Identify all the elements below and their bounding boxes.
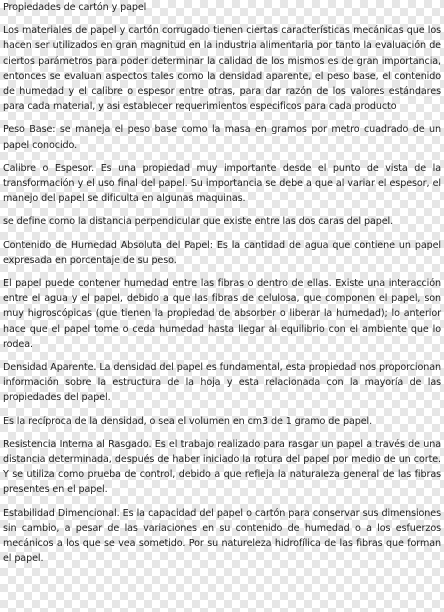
paragraph-reciproca-densidad: Es la recíproca de la densidad, o sea el volumen en cm3 de 1 gramo de papel. [3, 415, 373, 427]
paragraph-estabilidad-dimencional: Estabilidad Dimencional. Es la capacidad del papel o cartón para conservar sus dimensiones sin cambio, a pesar de las variaciones en su contenido de humedad o a los esfuerzos mecánicos a los que se vea sometido. Por su natureleza hidrofílica de las fibras que forman el papel. [3, 507, 441, 565]
paragraph-peso-base: Peso Base: se maneja el peso base como la masa en gramos por metro cuadrado de un papel conocido. [3, 124, 441, 151]
paragraph-calibre-espesor: Calibre o Espesor. Es una propiedad muy importante desde el punto de vista de la transformación y el uso final del papel. Su importancia se debe a que al variar el espesor, el manejo del papel se dificulta en algunas maquinas. [3, 162, 441, 205]
paragraph-densidad-aparente: Densidad Aparente. La densidad del papel es fundamental, esta propiedad nos proporcionan información sobre la estructura de la hoja y esta relacionada con la mayoría de las propiedades del papel. [3, 362, 441, 404]
paragraph-humedad-fibras: El papel puede contener humedad entre las fibras o dentro de ellas. Existe una interacción entre el agua y el papel, debido a que las fibras de celulosa, que componen el papel, son muy higroscópicas (que tienen la propiedad de absorber o liberar la humedad); lo anterior hace que el papel tome o ceda humedad hasta llegar al equilibrio con el ambiente que lo rodea. [3, 278, 441, 350]
document-title: Propiedades de cartón y papel [3, 2, 147, 13]
paragraph-resistencia-rasgado: Resistencia Interna al Rasgado. Es el trabajo realizado para rasgar un papel a través de una distancia determinada, después de haber iniciado la rotura del papel por medio de un corte. Y se utiliza como prueba de control, debido a que refleja la naturaleza general de las fibras presentes en el papel. [3, 438, 441, 496]
document-page [3, 0, 441, 575]
paragraph-contenido-humedad: Contenido de Humedad Absoluta del Papel: Es la cantidad de agua que contiene un papel expresada en porcentaje de su peso. [3, 239, 441, 266]
paragraph-espesor-definicion: se define como la distancia perpendicular que existe entre las dos caras del papel. [3, 216, 394, 228]
paragraph-intro: Los materiales de papel y cartón corrugado tienen ciertas características mecánicas que los hacen ser utilizados en gran magnitud en la industria alimentaria por tanto la evaluación de ciertos parámetros para poder determinar la calidad de los mismos es de gran importancia, entonces se evaluan aspectos tales como la densidad aparente, el peso base, el contenido de humedad y el calibre o espesor entre otras, para dar razón de los valores estándares para cada material, y asi establecer requerimientos especificos para cada producto [3, 25, 441, 113]
